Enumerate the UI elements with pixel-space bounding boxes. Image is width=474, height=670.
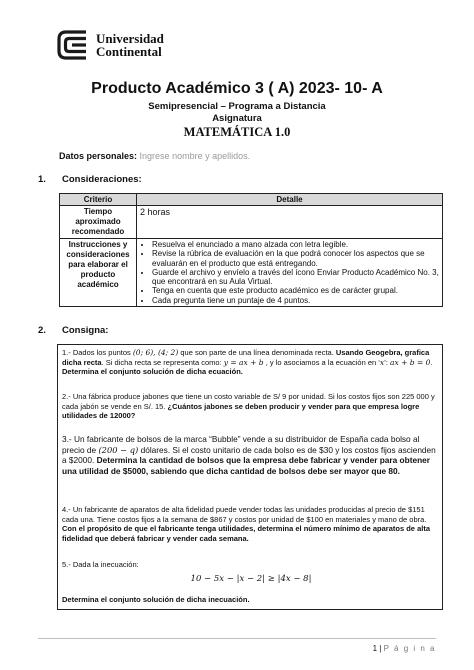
list-item: • Tenga en cuenta que este producto académico es de carácter grupal. [152,286,439,295]
question-4 [62,505,438,543]
q5-text: 5.- Dada la inecuación: [62,560,139,569]
q1-equation: y = ax + b [223,357,264,367]
logo-line-1: Universidad [96,31,164,46]
list-item: • Revise la rúbrica de evaluación en la que podrá conocer los aspectos que se evaluarán en el producto que está entregando. [152,249,439,268]
q3-expression: (200 − q) [98,444,139,455]
table-header-criterion: Criterio [60,194,137,206]
q5-inequality: 10 − 5x − |x − 2| ≥ |4x − 8| [190,574,312,584]
criterion-instructions: Instrucciones y consideraciones para elaborar el producto académico [60,239,137,307]
section-title: Consigna: [62,325,109,336]
q1-text: . Si dicha recta se representa como: [101,357,224,367]
question-1 [62,348,438,377]
q3-bold: Determina la cantidad de bolsos que la empresa debe fabricar y vender para obtener una utilidad de $5000, sabiendo que dicha cantidad de bolsos debe ser mayor que 80. [62,455,430,476]
list-item: • Guarde el archivo y envíelo a través del ícono Enviar Producto Académico No. 3, que encontrará en su Aula Virtual. [152,268,439,287]
university-logo-icon [56,28,90,62]
table-header-row [60,194,443,206]
assignment-box [57,344,443,610]
personal-data [59,151,250,161]
section-assignment-heading [38,325,108,336]
q1-equation: ax + b = 0 [390,357,431,367]
q3-text: 3.- Un fabricante de bolsos de la marca “Bubble” vende a su distribuidor de España cada bolso al precio de [62,434,420,455]
table-row [60,206,443,239]
document-subtitle: Semipresencial – Programa a Distancia [148,101,326,112]
subject-label: Asignatura [212,113,262,124]
university-logo [56,28,206,62]
q2-bold: ¿Cuántos jabones se deben producir y vender para que empresa logre utilidades de 12000? [62,401,420,420]
q4-bold: Con el propósito de que el fabricante tenga utilidades, determina el número mínimo de aparatos de alta fidelidad que deberá fabricar y vender cada semana. [62,524,430,543]
q4-text: 4.- Un fabricante de aparatos de alta fidelidad puede vender todas las unidades producidas al precio de $151 cada una. Tiene costos fijos a la semana de $867 y costos por unidad de $100 en materiales y mano de obra. [62,505,427,524]
detail-time: 2 horas [137,206,443,239]
course-name: MATEMÁTICA 1.0 [183,125,291,139]
list-item: • Cada pregunta tiene un puntaje de 4 puntos. [152,296,439,305]
table-row [60,239,443,307]
q5-instruction: Determina el conjunto solución de dicha inecuación. [62,595,250,604]
logo-text [96,32,164,58]
page-label: P á g i n a [383,644,436,653]
q3-text: dólares. Si el costo unitario de cada bolso es de $30 y los costos fijos ascienden a $2000. [62,444,436,465]
section-title: Consideraciones: [62,174,142,185]
q1-text: que son parte de una línea denominada recta. [178,348,336,357]
q1-points: (0; 6), (4; 2) [132,348,179,357]
section-number: 2. [38,325,46,336]
page-number [373,644,436,653]
q2-text: 2.- Una fábrica produce jabones que tiene un costo variable de S/ 9 por unidad. Si los costos fijos son 225 000 y cada jabón se vende en S/. 15. [62,392,435,411]
personal-data-field[interactable]: Ingrese nombre y apellidos. [139,151,251,161]
criterion-time: Tiempo aproximado recomendado [60,206,137,239]
q1-text: . [430,357,433,367]
list-item: • Resuelva el enunciado a mano alzada con letra legible. [152,240,439,249]
detail-instructions [137,239,443,307]
q1-text: ’: [384,357,390,367]
q1-bold: Usando Geogebra, grafica dicha recta [62,348,430,367]
footer-divider [38,638,436,639]
q1-bold: Determina el conjunto solución de dicha ecuación. [62,367,243,376]
q1-text: , y lo asociamos a la ecuación en ‘ [263,357,380,367]
personal-data-label: Datos personales: [59,151,138,161]
q1-variable: x [379,357,385,367]
logo-line-2: Continental [96,44,162,59]
page-number-value: 1 | [372,644,382,653]
section-considerations-heading [38,174,142,185]
question-5 [62,560,438,570]
criteria-table [59,193,443,307]
q1-text: 1.- Dados los puntos [62,348,133,357]
question-3 [62,434,438,476]
instructions-list [140,240,439,305]
document-title: Producto Académico 3 ( A) 2023- 10- A [91,80,383,97]
table-header-detail: Detalle [137,194,443,206]
section-number: 1. [38,174,46,185]
question-2 [62,392,438,421]
